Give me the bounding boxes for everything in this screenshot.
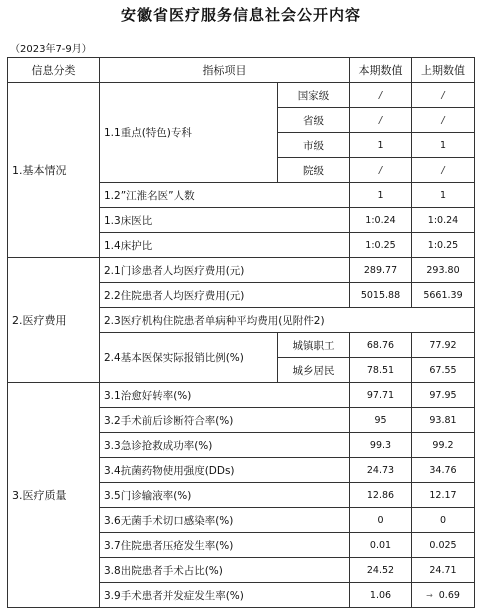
- table-row: [8, 258, 475, 283]
- level-hospital: 院级: [278, 158, 350, 183]
- incision-infection-previous: 0: [412, 508, 475, 533]
- incision-infection-current: 0: [350, 508, 412, 533]
- complication-rate-previous-value: 0.69: [438, 589, 460, 601]
- indicator-bed-doctor-ratio: 1.3床医比: [100, 208, 350, 233]
- outpatient-cost-current: 289.77: [350, 258, 412, 283]
- antibiotic-intensity-current: 24.73: [350, 458, 412, 483]
- inpatient-cost-current: 5015.88: [350, 283, 412, 308]
- header-indicator: 指标项目: [100, 58, 350, 83]
- header-previous: 上期数值: [412, 58, 475, 83]
- bed-doctor-ratio-current: 1:0.24: [350, 208, 412, 233]
- table-row: [8, 383, 475, 408]
- surgery-ratio-previous: 24.71: [412, 558, 475, 583]
- indicator-bed-nurse-ratio: 1.4床护比: [100, 233, 350, 258]
- pressure-ulcer-previous: 0.025: [412, 533, 475, 558]
- level-city-current: 1: [350, 133, 412, 158]
- report-table: [7, 57, 475, 608]
- indicator-antibiotic-intensity: 3.4抗菌药物使用强度(DDs): [100, 458, 350, 483]
- header-category: 信息分类: [8, 58, 100, 83]
- rescue-success-current: 99.3: [350, 433, 412, 458]
- indicator-inpatient-cost: 2.2住院患者人均医疗费用(元): [100, 283, 350, 308]
- level-provincial: 省级: [278, 108, 350, 133]
- table-row: [8, 83, 475, 108]
- surgery-ratio-current: 24.52: [350, 558, 412, 583]
- level-city-previous: 1: [412, 133, 475, 158]
- indicator-pressure-ulcer: 3.7住院患者压疮发生率(%): [100, 533, 350, 558]
- complication-rate-current: 1.06: [350, 583, 412, 608]
- level-hospital-current: /: [350, 158, 412, 183]
- indicator-surgery-ratio: 3.8出院患者手术占比(%): [100, 558, 350, 583]
- category-quality: 3.医疗质量: [8, 383, 100, 608]
- indicator-outpatient-cost: 2.1门诊患者人均医疗费用(元): [100, 258, 350, 283]
- indicator-famous-doctors: 1.2”江淮名医”人数: [100, 183, 350, 208]
- infusion-rate-previous: 12.17: [412, 483, 475, 508]
- bed-nurse-ratio-previous: 1:0.25: [412, 233, 475, 258]
- famous-doctors-previous: 1: [412, 183, 475, 208]
- cure-rate-current: 97.71: [350, 383, 412, 408]
- header-row: [8, 58, 475, 83]
- indicator-infusion-rate: 3.5门诊输液率(%): [100, 483, 350, 508]
- indicator-incision-infection: 3.6无菌手术切口感染率(%): [100, 508, 350, 533]
- antibiotic-intensity-previous: 34.76: [412, 458, 475, 483]
- diagnosis-match-previous: 93.81: [412, 408, 475, 433]
- urban-rural-resident-previous: 67.55: [412, 358, 475, 383]
- urban-rural-resident-current: 78.51: [350, 358, 412, 383]
- cure-rate-previous: 97.95: [412, 383, 475, 408]
- pressure-ulcer-current: 0.01: [350, 533, 412, 558]
- level-national-current: /: [350, 83, 412, 108]
- diagnosis-match-current: 95: [350, 408, 412, 433]
- insurance-urban-rural-resident: 城乡居民: [278, 358, 350, 383]
- bed-nurse-ratio-current: 1:0.25: [350, 233, 412, 258]
- inpatient-cost-previous: 5661.39: [412, 283, 475, 308]
- indicator-cure-rate: 3.1治愈好转率(%): [100, 383, 350, 408]
- level-city: 市级: [278, 133, 350, 158]
- complication-rate-previous: [412, 583, 475, 608]
- level-national: 国家级: [278, 83, 350, 108]
- tab-arrow-icon: →: [426, 590, 433, 600]
- category-basic: 1.基本情况: [8, 83, 100, 258]
- famous-doctors-current: 1: [350, 183, 412, 208]
- urban-employee-previous: 77.92: [412, 333, 475, 358]
- indicator-key-specialty: 1.1重点(特色)专科: [100, 83, 278, 183]
- indicator-single-disease-cost: 2.3医疗机构住院患者单病种平均费用(见附件2): [100, 308, 475, 333]
- outpatient-cost-previous: 293.80: [412, 258, 475, 283]
- level-provincial-current: /: [350, 108, 412, 133]
- level-hospital-previous: /: [412, 158, 475, 183]
- urban-employee-current: 68.76: [350, 333, 412, 358]
- indicator-complication-rate: 3.9手术患者并发症发生率(%): [100, 583, 350, 608]
- indicator-diagnosis-match: 3.2手术前后诊断符合率(%): [100, 408, 350, 433]
- insurance-urban-employee: 城镇职工: [278, 333, 350, 358]
- category-cost: 2.医疗费用: [8, 258, 100, 383]
- infusion-rate-current: 12.86: [350, 483, 412, 508]
- indicator-rescue-success: 3.3急诊抢救成功率(%): [100, 433, 350, 458]
- report-period: （2023年7-9月）: [10, 44, 92, 55]
- level-national-previous: /: [412, 83, 475, 108]
- indicator-reimbursement-ratio: 2.4基本医保实际报销比例(%): [100, 333, 278, 383]
- rescue-success-previous: 99.2: [412, 433, 475, 458]
- page-title: 安徽省医疗服务信息社会公开内容: [120, 6, 361, 24]
- level-provincial-previous: /: [412, 108, 475, 133]
- bed-doctor-ratio-previous: 1:0.24: [412, 208, 475, 233]
- header-current: 本期数值: [350, 58, 412, 83]
